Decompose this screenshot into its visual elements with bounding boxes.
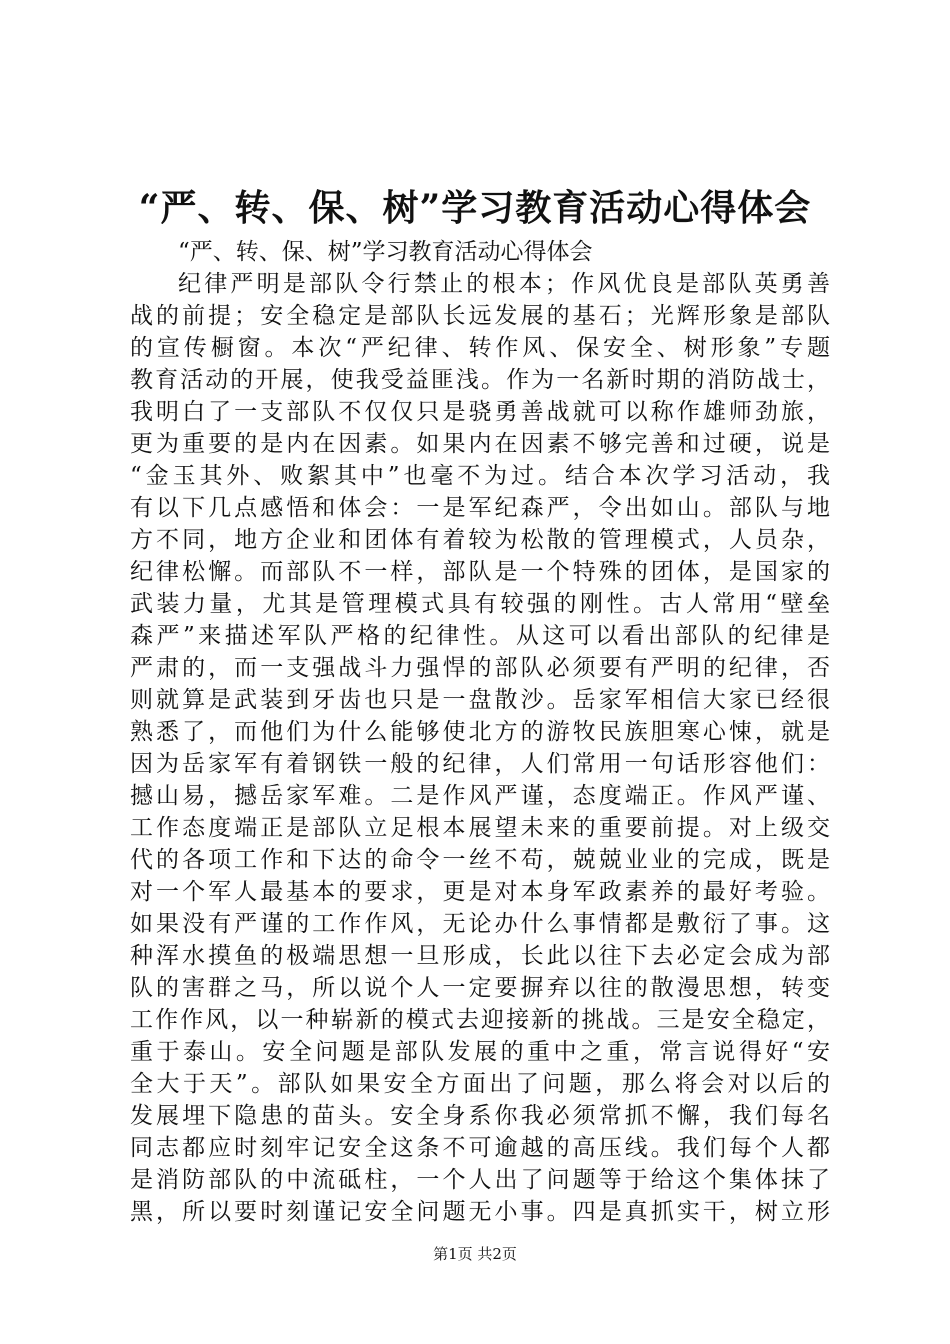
body-text-line: “金玉其外、败絮其中”也毫不为过。结合本次学习活动，我 (130, 463, 830, 489)
page-footer: 第1页 共2页 (433, 1245, 517, 1263)
body-text-line: 重于泰山。安全问题是部队发展的重中之重，常言说得好“安 (130, 1039, 830, 1065)
document-title: “严、转、保、树”学习教育活动心得体会 (138, 187, 812, 229)
body-text-line: 方不同，地方企业和团体有着较为松散的管理模式，人员杂， (130, 527, 830, 553)
body-text-line: 教育活动的开展，使我受益匪浅。作为一名新时期的消防战士， (130, 367, 830, 393)
body-text-line: 我明白了一支部队不仅仅只是骁勇善战就可以称作雄师劲旅， (130, 399, 830, 425)
body-text-line: 则就算是武装到牙齿也只是一盘散沙。岳家军相信大家已经很 (130, 687, 830, 713)
body-text-line: 熟悉了，而他们为什么能够使北方的游牧民族胆寒心悚，就是 (130, 719, 830, 745)
body-text-line: 撼山易，撼岳家军难。二是作风严谨，态度端正。作风严谨、 (130, 783, 830, 809)
body-text-line: 对一个军人最基本的要求，更是对本身军政素养的最好考验。 (130, 879, 830, 905)
body-text-line: 战的前提；安全稳定是部队长远发展的基石；光辉形象是部队 (130, 303, 830, 329)
body-text-line: 森严”来描述军队严格的纪律性。从这可以看出部队的纪律是 (130, 623, 830, 649)
body-text-line: 的宣传橱窗。本次“严纪律、转作风、保安全、树形象”专题 (130, 335, 830, 361)
body-text-line: 更为重要的是内在因素。如果内在因素不够完善和过硬，说是 (130, 431, 830, 457)
body-text-line: 是消防部队的中流砥柱，一个人出了问题等于给这个集体抹了 (130, 1167, 830, 1193)
body-text-line: 工作态度端正是部队立足根本展望未来的重要前提。对上级交 (130, 815, 830, 841)
body-text-line: 武装力量，尤其是管理模式具有较强的刚性。古人常用“壁垒 (130, 591, 830, 617)
body-text-line: 因为岳家军有着钢铁一般的纪律，人们常用一句话形容他们： (130, 751, 830, 777)
body-text-line: 工作作风，以一种崭新的模式去迎接新的挑战。三是安全稳定， (130, 1007, 830, 1033)
body-text-line: 种浑水摸鱼的极端思想一旦形成，长此以往下去必定会成为部 (130, 943, 830, 969)
body-text-line: 全大于天”。部队如果安全方面出了问题，那么将会对以后的 (130, 1071, 830, 1097)
body-text-line: 有以下几点感悟和体会：一是军纪森严，令出如山。部队与地 (130, 495, 830, 521)
body-text-line: 如果没有严谨的工作作风，无论办什么事情都是敷衍了事。这 (130, 911, 830, 937)
body-text-line: 发展埋下隐患的苗头。安全身系你我必须常抓不懈，我们每名 (130, 1103, 830, 1129)
body-text-line: 同志都应时刻牢记安全这条不可逾越的高压线。我们每个人都 (130, 1135, 830, 1161)
body-text-line: 队的害群之马，所以说个人一定要摒弃以往的散漫思想，转变 (130, 975, 830, 1001)
body-text-line: 严肃的，而一支强战斗力强悍的部队必须要有严明的纪律，否 (130, 655, 830, 681)
body-text-line: 纪律严明是部队令行禁止的根本；作风优良是部队英勇善 (178, 271, 830, 297)
body-text-line: 代的各项工作和下达的命令一丝不苟，兢兢业业的完成，既是 (130, 847, 830, 873)
document-subtitle: “严、转、保、树”学习教育活动心得体会 (178, 239, 593, 265)
body-text-line: 黑，所以要时刻谨记安全问题无小事。四是真抓实干，树立形 (130, 1199, 830, 1225)
document-body (130, 268, 830, 1228)
body-text-line: 纪律松懈。而部队不一样，部队是一个特殊的团体，是国家的 (130, 559, 830, 585)
